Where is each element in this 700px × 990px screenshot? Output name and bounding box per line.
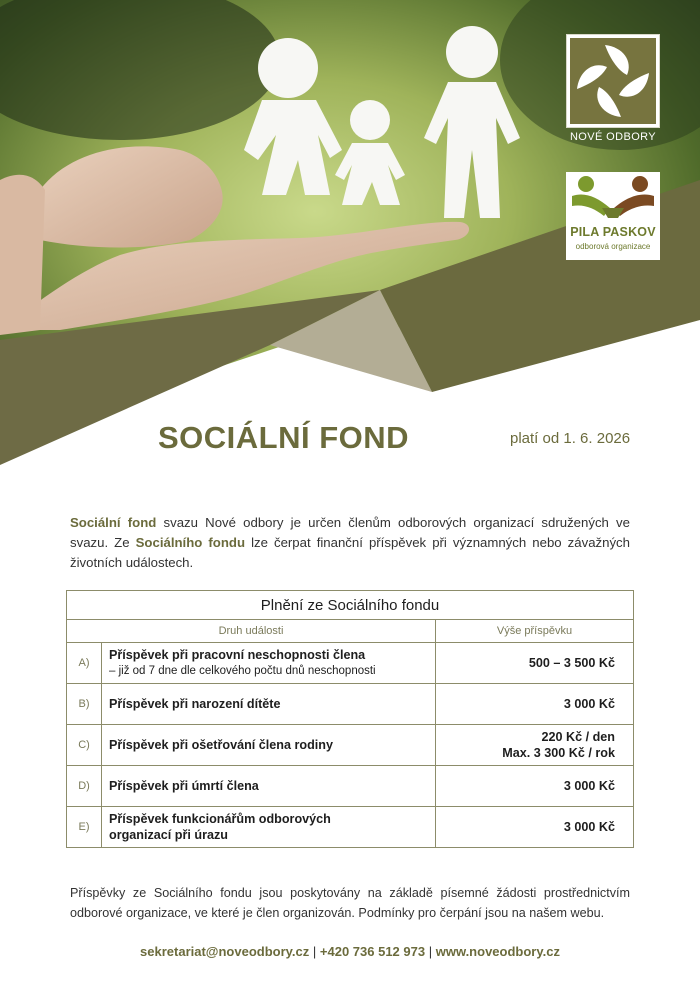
table-caption: Plnění ze Sociálního fondu [67, 591, 634, 620]
row-letter: C) [67, 725, 102, 766]
valid-from-date: platí od 1. 6. 2026 [510, 430, 631, 447]
amount-line-1: 220 Kč / den [541, 730, 615, 744]
hero-banner [0, 0, 700, 470]
row-amount: 3 000 Kč [436, 684, 634, 725]
row-event: Příspěvek při narození dítěte [102, 684, 436, 725]
pila-paskov-logo[interactable] [566, 172, 660, 260]
row-letter: B) [67, 684, 102, 725]
separator: | [428, 944, 433, 959]
row-letter: D) [67, 766, 102, 807]
phone-number[interactable]: +420 736 512 973 [319, 944, 426, 959]
row-amount: 3 000 Kč [436, 807, 634, 848]
event-name: Příspěvek při pracovní neschopnosti člena [109, 648, 366, 662]
table-row [67, 684, 634, 725]
pila-paskov-title: PILA PASKOV [570, 225, 656, 239]
table-row [67, 807, 634, 848]
email-link[interactable]: sekretariat@noveodbory.cz [140, 944, 310, 959]
table-row [67, 725, 634, 766]
amount-line-2: Max. 3 300 Kč / rok [502, 746, 615, 760]
contact-line [0, 944, 700, 959]
handshake-people-icon [566, 172, 660, 224]
page-title: SOCIÁLNÍ FOND [158, 420, 410, 455]
intro-bold-2: Sociálního fondu [135, 535, 245, 551]
row-event: Příspěvek při úmrtí člena [102, 766, 436, 807]
separator: | [312, 944, 317, 959]
row-amount: 3 000 Kč [436, 766, 634, 807]
pila-paskov-subtitle: odborová organizace [575, 242, 651, 251]
nove-odbory-caption: NOVÉ ODBORY [569, 131, 657, 143]
benefits-table [66, 590, 634, 848]
row-amount: 500 – 3 500 Kč [436, 643, 634, 684]
event-note: – již od 7 dne dle celkového počtu dnů neschopnosti [109, 665, 376, 677]
intro-paragraph [70, 513, 630, 573]
web-link[interactable]: www.noveodbory.cz [435, 944, 560, 959]
column-header-event: Druh události [67, 620, 436, 643]
footer-note: Příspěvky ze Sociálního fondu jsou poskytovány na základě písemné žádosti prostřednictvím odborové organizace, ve které je člen organizován. Podmínky pro čerpání jsou na našem webu. [70, 885, 630, 920]
row-event: Příspěvek při ošetřování člena rodiny [102, 725, 436, 766]
hands-circle-icon [567, 35, 659, 127]
table-row [67, 766, 634, 807]
intro-text-1: svazu Nové odbory je určen členům odborových organizací sdružených ve svazu. Ze [70, 515, 630, 551]
intro-bold-1: Sociální fond [70, 515, 157, 531]
row-letter: E) [67, 807, 102, 848]
intro-text-2: lze čerpat finanční příspěvek při významných nebo závažných životních událostech. [70, 535, 630, 571]
event-name-line-2: organizací při úrazu [109, 828, 228, 842]
table-row [67, 643, 634, 684]
nove-odbory-logo[interactable] [566, 34, 660, 128]
row-amount [436, 725, 634, 766]
event-name: Příspěvek funkcionářům odborových [109, 812, 331, 826]
column-header-amount: Výše příspěvku [436, 620, 634, 643]
row-event [102, 643, 436, 684]
row-letter: A) [67, 643, 102, 684]
row-event [102, 807, 436, 848]
